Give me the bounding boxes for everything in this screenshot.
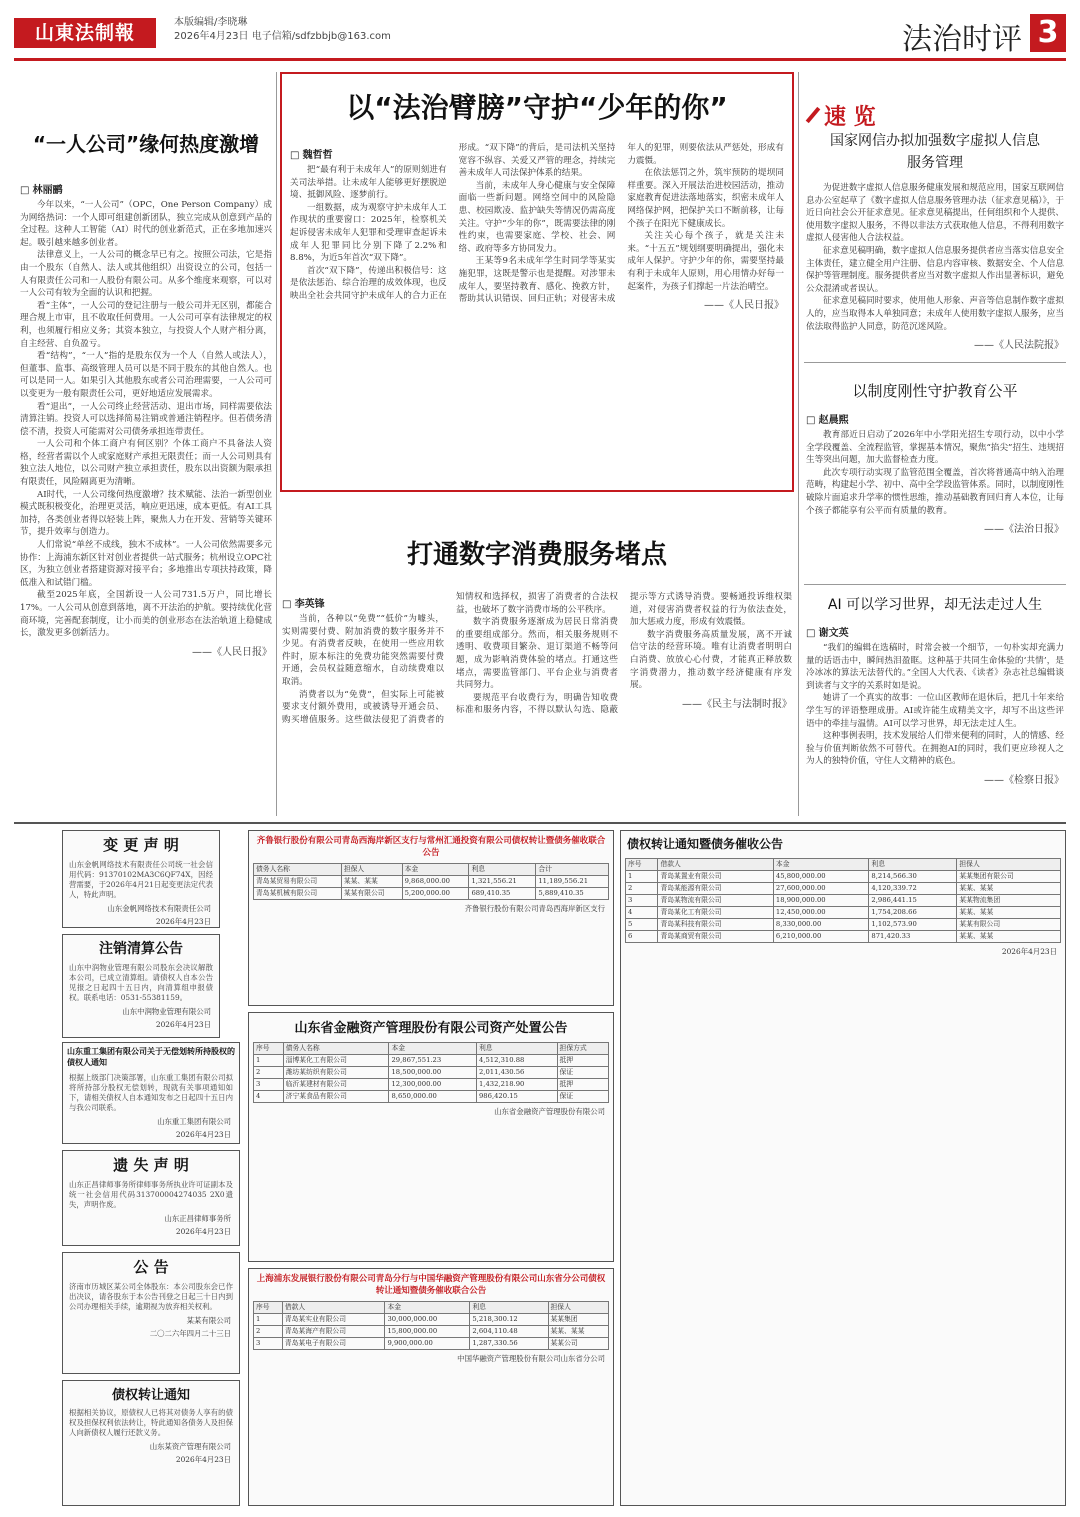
table-cell: 12,450,000.00 [773,907,869,919]
notice-amc-title: 山东省金融资产管理股份有限公司资产处置公告 [294,1021,568,1036]
article-ai-author: □ 谢文英 [806,624,1064,639]
article-minors-paragraph: 把“最有利于未成年人”的原则刻进有关司法举措。让未成年人能够更好摆脱逆境、抵御风险、逐梦前行。 [290,165,447,201]
notice-amc-sign: 山东省金融资产管理股份有限公司 [494,1107,605,1116]
article-opc-author: □ 林丽鹂 [20,181,272,196]
table-header-row [254,1043,609,1055]
table-cell: 986,420.15 [476,1091,557,1103]
notice-equity-date: 2026年4月23日 [175,1130,231,1139]
table-header-row [254,1302,609,1314]
notice-change-body: 山东金帆网络技术有限责任公司统一社会信用代码：91370102MA3C6QF74X，因经营需要，于2026年4月21日起变更法定代表人，特此声明。 [69,860,213,899]
table-cell: 18,500,000.00 [389,1067,476,1079]
notice-pudong-table-wrap [249,1299,613,1352]
table-cell: 青岛某机械有限公司 [254,888,342,900]
table-cell: 抵押 [557,1079,608,1091]
table-cell: 2,604,110.48 [470,1326,548,1338]
table-cell: 某某集团有限公司 [957,871,1061,883]
notice-debt-small-date: 2026年4月23日 [175,1455,231,1464]
date-line: 2026年4月23日 电子信箱/sdfzbbjb@163.com [174,31,391,42]
article-virtual-paragraph: 为促进数字虚拟人信息服务健康发展和规范应用，国家互联网信息办公室起草了《数字虚拟人信息服务管理办法（征求意见稿）》，于近日向社会公开征求意见。征求意见稿提出，任何组织和个人提供、使用数字虚拟人服务，不得以非法方式获取他人信息，不得利用数字虚拟人侵害他人合法权益。 [806,183,1064,244]
table-row [254,1338,609,1350]
table-cell: 济宁某食品有限公司 [283,1091,389,1103]
table-cell: 保证 [557,1067,608,1079]
notice-lost-title: 遗 失 声 明 [113,1156,189,1174]
table-cell: 29,867,551.23 [389,1055,476,1067]
table-cell: 4,512,310.88 [476,1055,557,1067]
notice-liquidation-body: 山东中润物业管理有限公司股东会决议解散本公司，已成立清算组。请债权人自本公告见报之日起四十五日内，向清算组申报债权。联系电话：0531-55381159。 [69,963,213,1002]
notice-liquidation [62,934,220,1038]
table-header-cell: 序号 [626,859,658,871]
notice-pudong-sign: 中国华融资产管理股份有限公司山东省分公司 [457,1354,605,1363]
article-opc-paragraph: 截至2025年底，全国新设一人公司731.5万户，同比增长17%。一人公司从创意到落地，离不开法治的护航。要持续优化营商环境，完善配套制度，让小而美的创业形态在法治轨道上稳健成长，激发更多创新活力。 [20,590,272,639]
article-education-title: 以制度刚性守护教育公平 [852,382,1018,400]
notice-liquidation-title: 注销清算公告 [99,941,183,957]
article-education-author: □ 赵晨熙 [806,411,1064,426]
table-cell: 6,210,000.00 [773,931,869,943]
article-virtual-title: 国家网信办拟加强数字虚拟人信息服务管理 [830,133,1040,171]
notice-debt-small-sign: 山东某资产管理有限公司 [149,1442,231,1451]
table-cell: 保证 [557,1091,608,1103]
table-row [254,1326,609,1338]
article-opc-paragraph: AI时代，一人公司缘何热度激增？技术赋能、法治一新型创业模式既积极变化，治理更灵活，响应更迅速，成本更低。有AI工具加持，各类创业者得以轻装上阵，聚焦人力在开发、营销等关键环节，提升效率与创造力。 [20,489,272,538]
table-header-cell: 借款人 [282,1302,385,1314]
table-row [626,883,1061,895]
table-cell: 15,800,000.00 [385,1326,470,1338]
notice-amc-table [253,1042,609,1103]
notice-pudong [248,1268,614,1506]
article-digital-author: □ 李英锋 [282,595,444,610]
article-minors-paragraph: 王某等9名未成年学生时同学等某实施犯罪，这既是警示也是提醒。对涉罪未成年人，要坚持教育、感化、挽救方针，帮助其认识错误、回归正轨；对侵害未成年人的犯罪，则要依法从严惩处，形成有力震慑。 [458,143,784,305]
table-cell: 某某有限公司 [957,919,1061,931]
article-ai-title: AI 可以学习世界，却无法走过人生 [827,597,1043,613]
table-header-cell: 担保方式 [557,1043,608,1055]
table-cell: 青岛某置业有限公司 [658,871,773,883]
article-digital-paragraph: 消费者以为“免费”，但实际上可能被要求支付额外费用，或被诱导开通会员、购买增值服务。这些做法侵犯了消费者的知情权和选择权，损害了消费者的合法权益，也破坏了数字消费市场的公平秩序。 [282,592,618,725]
table-row [254,1067,609,1079]
article-virtual [806,130,1064,352]
table-header-cell: 担保人 [548,1302,608,1314]
table-cell: 9,900,000.00 [385,1338,470,1350]
table-cell: 12,300,000.00 [389,1079,476,1091]
table-cell: 2 [254,1067,284,1079]
notice-lost-body: 山东正昌律师事务所律师事务所执业许可证副本及统一社会信用代码313700004274035 2X0遗失，声明作废。 [69,1180,233,1209]
table-cell: 871,420.33 [869,931,957,943]
table-header-cell: 本金 [402,864,469,876]
notice-debt-big [620,830,1066,1506]
article-education-paragraph: 此次专项行动实现了监管范围全覆盖，首次将普通高中纳入治理范畴，构建起小学、初中、高中全学段监管体系。同时，以制度刚性破除片面追求升学率的惯性思维，推动基础教育回归育人本位，让每个孩子都能享有公平而有质量的教育。 [806,467,1064,516]
notice-qilu-sign: 齐鲁银行股份有限公司青岛西海岸新区支行 [464,904,605,913]
masthead [14,8,1066,56]
table-header-cell: 债务人名称 [254,864,342,876]
article-minors-paragraph: 首次“双下降”，传递出积极信号：这是依法惩治、综合治理的成效体现，也反映出全社会共同守护未成年人的合力正在形成。“双下降”的背后，是司法机关坚持宽容不纵容、关爱又严管的理念，持续完善未成年人司法保护体系的结果。 [290,143,616,301]
article-education [806,378,1064,578]
masthead-rule [14,58,1066,61]
column-divider [276,72,277,816]
notice-debt-big-title: 债权转让通知暨债务催收公告 [627,837,784,851]
notice-qilu-table [253,863,609,900]
notice-lost-sign: 山东正昌律师事务所 [164,1214,231,1223]
table-cell: 淄博某化工有限公司 [283,1055,389,1067]
notice-equity-sign: 山东重工集团有限公司 [157,1117,231,1126]
article-minors-paragraph: 关注关心每个孩子，就是关注未来。“十五五”规划纲要明确提出，强化未成年人保护。守护少年的你，需要坚持最有利于未成年人原则，用心用情办好每一起案件，为孩子们撑起一片法治晴空。 [627,231,784,292]
section-divider [804,584,1066,585]
table-cell: 2 [626,883,658,895]
notice-equity [62,1042,240,1144]
notice-amc [248,1012,614,1262]
table-cell: 5,200,000.00 [402,888,469,900]
article-virtual-paragraph: 征求意见稿明确，数字虚拟人信息服务提供者应当落实信息安全主体责任，建立健全用户注册、信息内容审核、数据安全、个人信息保护等管理制度。服务提供者应当对数字虚拟人作出显著标识，避免公众混淆或者误认。 [806,245,1064,294]
table-row [626,919,1061,931]
article-ai [806,592,1064,816]
table-header-cell: 序号 [254,1302,283,1314]
notice-announce-body: 济南市历城区某公司全体股东：本公司股东会已作出决议，请各股东于本公告刊登之日起三十日内到公司办理相关手续，逾期视为放弃相关权利。 [69,1282,233,1311]
table-row [626,871,1061,883]
article-minors-columns [290,142,784,472]
article-digital-paragraph: 当前，各种以“免费”“低价”为噱头，实则需要付费、附加消费的数字服务并不少见。有消费者反映，在使用一些应用软件时，原本标注的免费功能突然需要付费开通，会员权益随意缩水，自动续费难以取消。 [282,614,444,687]
article-ai-paragraph: 她讲了一个真实的故事：一位山区教师在退休后，把几十年来给学生写的评语整理成册。AI或许能生成精美文字，却写不出这些评语中的牵挂与温情。AI可以学习世界，却无法走过人生。 [806,693,1064,729]
ad-section-rule [14,822,1066,824]
table-row [254,888,609,900]
table-cell: 青岛某商贸有限公司 [658,931,773,943]
article-education-paragraph: 教育部近日启动了2026年中小学阳光招生专项行动，以中小学全学段覆盖、全流程监管，掌握基本情况，聚焦“掐尖”招生、违规招生等突出问题，加大监督检查力度。 [806,430,1064,466]
table-cell: 30,000,000.00 [385,1314,470,1326]
notice-qilu-table-wrap [249,861,613,902]
article-opc-paragraph: 看“结构”，“一人”指的是股东仅为一个人（自然人或法人），但董事、监事、高级管理人员可以是不同于股东的其他自然人。也可以是同一人。如果引入其他股东或者公司治理需要，一人公司可以变更为一般有限责任公司，更好地适应发展需求。 [20,351,272,399]
table-cell: 27,600,000.00 [773,883,869,895]
table-cell: 某某、某某 [957,931,1061,943]
table-header-row [626,859,1061,871]
table-cell: 689,410.35 [469,888,536,900]
article-ai-source: ——《检察日报》 [984,774,1064,786]
section-title: 法治时评 [902,22,1022,57]
notice-change-date: 2026年4月23日 [155,917,211,926]
article-minors-paragraph: 一组数据，成为观察守护未成年人工作现状的重要窗口：2025年，检察机关起诉侵害未成年人犯罪和受理审查起诉未成年人犯罪同比分别下降了2.2%和8.8%，为近5年首次“双下降”。 [290,202,447,264]
article-minors-source: ——《人民日报》 [703,300,784,312]
article-opc-title: “一人公司”缘何热度激增 [32,132,260,156]
quick-read-text: 速 览 [824,105,876,130]
table-row [254,1091,609,1103]
table-cell: 某某公司 [548,1338,608,1350]
table-cell: 青岛某实业有限公司 [282,1314,385,1326]
table-header-cell: 利息 [476,1043,557,1055]
table-header-cell: 利息 [470,1302,548,1314]
notice-debt-small-title: 债权转让通知 [111,1388,190,1403]
table-header-cell: 借款人 [658,859,773,871]
quick-read-label [804,100,876,131]
notice-debt-small-body: 根据相关协议，原债权人已将其对债务人享有的债权及担保权利依法转让，特此通知各债务人及担保人向新债权人履行还款义务。 [69,1408,233,1437]
table-cell: 潍坊某纺织有限公司 [283,1067,389,1079]
table-cell: 1,754,208.66 [869,907,957,919]
notice-amc-table-wrap [249,1040,613,1105]
notice-equity-title: 山东重工集团有限公司关于无偿划转所持股权的债权人通知 [67,1047,235,1067]
table-cell: 某某、某某 [957,907,1061,919]
pen-icon [804,108,820,124]
notice-announce-date: 二〇二六年四月二十三日 [149,1329,231,1338]
article-minors-title: 以“法治臂膀”守护“少年的你” [346,91,728,124]
table-cell: 4,120,339.72 [869,883,957,895]
table-cell: 5,218,300.12 [470,1314,548,1326]
table-cell: 青岛某物流有限公司 [658,895,773,907]
table-cell: 3 [254,1338,283,1350]
table-row [254,1055,609,1067]
table-cell: 11,189,556.21 [536,876,609,888]
notice-debt-big-table [625,858,1061,943]
notice-pudong-title: 上海浦东发展银行股份有限公司青岛分行与中国华融资产管理股份有限公司山东省分公司债权转让通知暨债务催收联合公告 [256,1274,606,1296]
article-digital-paragraph: 要规范平台收费行为，明确告知收费标准和服务内容，不得以默认勾选、隐蔽提示等方式诱导消费。要畅通投诉维权渠道，对侵害消费者权益的行为依法查处，加大惩戒力度，形成有效震慑。 [456,592,792,716]
article-digital-paragraph: 数字消费服务逐渐成为居民日常消费的重要组成部分。然而，相关服务规则不透明、收费项目繁杂、退订渠道不畅等问题，成为影响消费体验的堵点。打通这些堵点，需要监管部门、平台企业与消费者共同努力。 [456,617,618,691]
table-header-cell: 担保人 [341,864,402,876]
notice-qilu [248,830,614,1006]
notice-announce-title: 公 告 [133,1258,169,1276]
table-cell: 3 [626,895,658,907]
table-cell: 8,214,566.30 [869,871,957,883]
table-cell: 45,800,000.00 [773,871,869,883]
table-row [254,1079,609,1091]
notice-debt-big-sign: 2026年4月23日 [1001,947,1057,956]
table-header-cell: 序号 [254,1043,284,1055]
article-opc-paragraph: 人们常说“单丝不成线，独木不成林”。一人公司依然需要多元协作：上海浦东新区针对创业者提供一站式服务；杭州设立OPC社区，为独立创业者搭建资源对接平台；多地推出专项扶持政策，降低准入和试错门槛。 [20,540,272,588]
table-row [626,895,1061,907]
table-cell: 1 [254,1055,284,1067]
table-cell: 抵押 [557,1055,608,1067]
notice-debt-small [62,1380,240,1506]
article-opc-source: ——《人民日报》 [192,646,272,658]
article-minors-author: □ 魏哲哲 [290,146,447,161]
notice-debt-big-table-wrap [621,856,1065,945]
table-cell: 5 [626,919,658,931]
notice-announce [62,1252,240,1374]
table-cell: 1,321,556.21 [469,876,536,888]
table-cell: 18,900,000.00 [773,895,869,907]
table-cell: 1,287,330.56 [470,1338,548,1350]
table-cell: 某某、某某 [957,883,1061,895]
table-cell: 2,011,430.56 [476,1067,557,1079]
table-cell: 3 [254,1079,284,1091]
article-ai-paragraph: “我们的编辑在选稿时，时常会被一个细节，一句朴实却充满力量的话语击中，瞬间热泪盈眶。这种基于共同生命体验的‘共情’，是冷冰冰的算法无法替代的。”全国人大代表、《读者》杂志社总编辑谈到读者与文字的关系时如是说。 [806,643,1064,691]
notice-change-title: 变 更 声 明 [103,836,179,854]
table-header-cell: 本金 [389,1043,476,1055]
table-cell: 青岛某化工有限公司 [658,907,773,919]
table-cell: 4 [254,1091,284,1103]
table-cell: 8,330,000.00 [773,919,869,931]
table-cell: 2,986,441.15 [869,895,957,907]
table-cell: 青岛某海产有限公司 [282,1326,385,1338]
table-row [254,876,609,888]
notice-lost [62,1150,240,1246]
article-digital-source: ——《民主与法制时报》 [682,698,792,710]
notice-change [62,830,220,928]
notice-change-sign: 山东金帆网络技术有限责任公司 [107,904,211,913]
table-cell: 1,432,218.90 [476,1079,557,1091]
article-opc-paragraph: 法律意义上，一人公司的概念早已有之。按照公司法，它是指由一个股东（自然人、法人或其他组织）出资设立的公司，包括一人有限责任公司和一人股份有限公司。从多个维度来观察，可以对一人公司有较为全面的认识和把握。 [20,250,272,299]
table-cell: 9,868,000.00 [402,876,469,888]
table-cell: 青岛某贸易有限公司 [254,876,342,888]
table-cell: 5,889,410.35 [536,888,609,900]
table-cell: 某某集团 [548,1314,608,1326]
table-cell: 青岛某科技有限公司 [658,919,773,931]
notice-announce-sign: 某某有限公司 [186,1316,231,1325]
article-digital [282,520,792,816]
article-minors-paragraph: 当前，未成年人身心健康与安全保障面临一些新问题。网络空间中的风险隐患、校园欺凌、监护缺失等情况仍需高度关注。守护“少年的你”，既需要法律的刚性约束，也需要家庭、学校、社会、网络、政府等多方协同发力。 [458,180,616,254]
article-ai-paragraph: 这种事例表明，技术发展给人们带来便利的同时，人的情感、经验与价值判断依然不可替代。在拥抱AI的同时，我们更应珍视人之为人的独特价值，守住人文精神的底色。 [806,731,1064,767]
article-opc-paragraph: 看“退出”，一人公司终止经营活动、退出市场，同样需要依法清算注销。投资人可以选择简易注销或普通注销程序。但若债务清偿不清，投资人可能需对公司债务承担连带责任。 [20,401,272,437]
article-opc-paragraph: 看“主体”，一人公司的登记注册与一般公司并无区别，都能合理合规上市审，且不收取任何费用。一人公司可享有法律规定的权利，也须履行相应义务；其资本独立，与投资人个人财产相分离，自主经营、自负盈亏。 [20,300,272,349]
table-row [254,1314,609,1326]
newspaper-logo: 山東法制報 [14,18,156,48]
column-divider [798,72,799,816]
table-cell: 某某、某某 [341,876,402,888]
article-digital-title: 打通数字消费服务堵点 [406,540,667,570]
table-header-cell: 本金 [385,1302,470,1314]
notice-liquidation-sign: 山东中润物业管理有限公司 [122,1007,211,1016]
table-cell: 8,650,000.00 [389,1091,476,1103]
article-digital-paragraph: 数字消费服务高质量发展，离不开诚信守法的经营环境。唯有让消费者明明白白消费、放放心心付费，才能真正释放数字消费潜力，推动数字经济健康有序发展。 [630,629,792,691]
table-row [626,931,1061,943]
article-virtual-source: ——《人民法院报》 [974,340,1064,352]
table-cell: 4 [626,907,658,919]
table-header-cell: 利息 [469,864,536,876]
table-header-cell: 担保人 [957,859,1061,871]
table-cell: 某某、某某 [548,1326,608,1338]
page-number: 3 [1030,14,1066,52]
article-opc-paragraph: 一人公司和个体工商户有何区别？个体工商户不具备法人资格，经营者需以个人或家庭财产承担无限责任；而一人公司则具有独立法人地位，以公司财产独立承担责任，股东以出资额为限承担有限责任，风险隔离更为清晰。 [20,439,272,488]
table-header-cell: 本金 [773,859,869,871]
notice-liquidation-date: 2026年4月23日 [155,1020,211,1029]
article-opc-paragraph: 今年以来，“一人公司”（OPC，One Person Company）成为网络热词：一个人即可组建创新团队，独立完成从创意到产品的全过程。这种人工智能（AI）时代的创业新范式，正在多地加速兴起。吸引越来越多创业者。 [20,200,272,248]
article-education-source: ——《法治日报》 [984,524,1064,536]
article-opc [20,118,272,813]
article-virtual-paragraph: 征求意见稿同时要求，使用他人形象、声音等信息制作数字虚拟人的，应当取得本人单独同意；未成年人使用数字虚拟人服务，应当依法取得监护人同意，防范沉迷风险。 [806,296,1064,332]
article-minors-paragraph: 在依法惩罚之外，筑牢预防的堤坝同样重要。深入开展法治进校园活动，推动家庭教育促进法落地落实，织密未成年人网络保护网，把保护关口不断前移，让每个孩子在阳光下健康成长。 [627,168,784,229]
section-divider [804,362,1066,363]
notice-pudong-table [253,1301,609,1350]
table-cell: 某某有限公司 [341,888,402,900]
notice-lost-date: 2026年4月23日 [175,1227,231,1236]
table-row [626,907,1061,919]
table-cell: 青岛某能源有限公司 [658,883,773,895]
table-header-cell: 合计 [536,864,609,876]
notice-equity-body: 根据上级部门决策部署，山东重工集团有限公司拟将所持部分股权无偿划转，现就有关事项通知如下，请相关债权人自本通知发布之日起四十五日内与我公司联系。 [69,1073,233,1112]
table-header-row [254,864,609,876]
table-cell: 1 [626,871,658,883]
table-cell: 6 [626,931,658,943]
table-cell: 1,102,573.90 [869,919,957,931]
table-cell: 青岛某电子有限公司 [282,1338,385,1350]
article-digital-columns [282,591,792,807]
article-minors [290,80,784,485]
table-cell: 某某物流集团 [957,895,1061,907]
table-header-cell: 债务人名称 [283,1043,389,1055]
masthead-meta [174,16,391,44]
table-cell: 临沂某建材有限公司 [283,1079,389,1091]
table-cell: 2 [254,1326,283,1338]
editor-line: 本版编辑/李晓琳 [174,17,248,28]
notice-qilu-title: 齐鲁银行股份有限公司青岛西海岸新区支行与常州汇通投资有限公司债权转让暨债务催收联合公告 [256,836,606,858]
table-header-cell: 利息 [869,859,957,871]
table-cell: 1 [254,1314,283,1326]
